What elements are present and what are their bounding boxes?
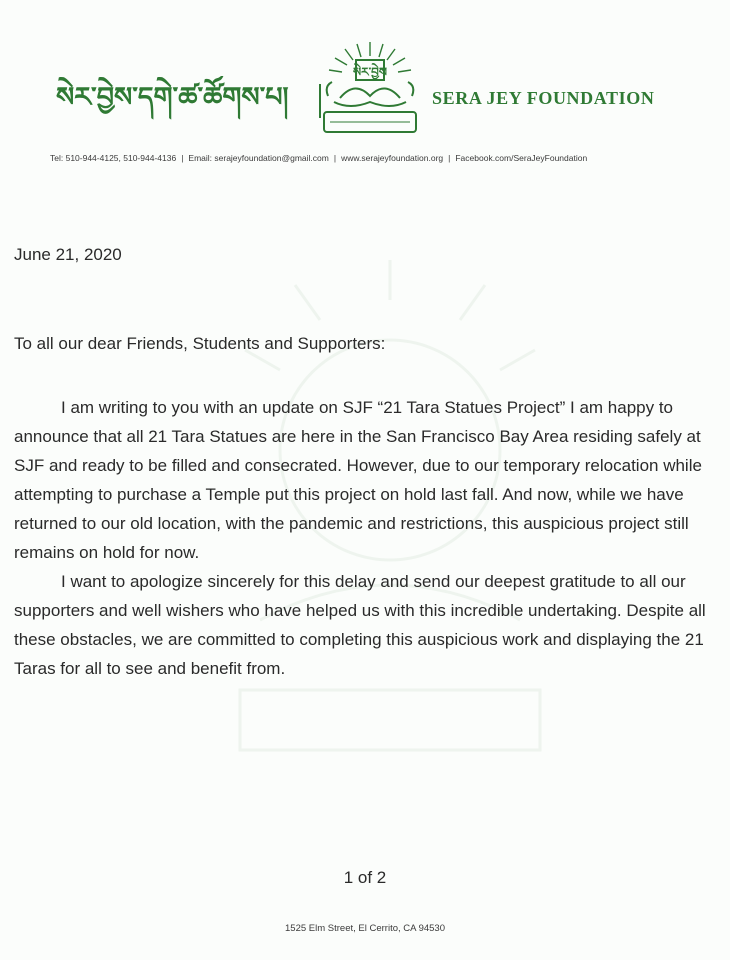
tibetan-org-name: སེར་བྱེས་དགེ་ཚ་ཚོགས་པ། bbox=[56, 82, 289, 113]
separator: | bbox=[333, 153, 337, 163]
facebook-link: Facebook.com/SeraJeyFoundation bbox=[455, 153, 588, 163]
foundation-logo-icon bbox=[320, 38, 420, 138]
separator: | bbox=[181, 153, 184, 163]
footer-address: 1525 Elm Street, El Cerrito, CA 94530 bbox=[285, 923, 445, 934]
paragraph-2: I want to apologize sincerely for this delay and send our deepest gratitude to all our supporters and well wishers who have helped us with this incredible undertaking. Despite all these obstacles, we are committed to completing this auspicious work and displaying the 21 Taras for all to see and benefit from. bbox=[14, 572, 706, 678]
letter-date: June 21, 2020 bbox=[14, 245, 122, 264]
website-link: www.serajeyfoundation.org bbox=[341, 153, 444, 163]
emblem-inner-text: སེར་བྱེས bbox=[353, 65, 387, 79]
phone-numbers: Tel: 510-944-4125, 510-944-4136 bbox=[50, 153, 177, 163]
salutation: To all our dear Friends, Students and Supporters: bbox=[14, 334, 386, 353]
paragraph-1: I am writing to you with an update on SJF “21 Tara Statues Project” I am happy to announce that all 21 Tara Statues are here in the San Francisco Bay Area residing safely at SJF and ready to be filled and consecrated. However, due to our temporary relocation while attempting to purchase a Temple put this project on hold last fall. And now, while we have returned to our old location, with the pandemic and restrictions, this auspicious project still remains on hold for now. bbox=[14, 398, 702, 562]
email-address: Email: serajeyfoundation@gmail.com bbox=[188, 153, 329, 163]
contact-line bbox=[50, 153, 700, 163]
org-name: SERA JEY FOUNDATION bbox=[432, 88, 655, 108]
letter-body bbox=[14, 393, 726, 683]
page-number: 1 of 2 bbox=[343, 868, 387, 887]
separator: | bbox=[448, 153, 451, 163]
